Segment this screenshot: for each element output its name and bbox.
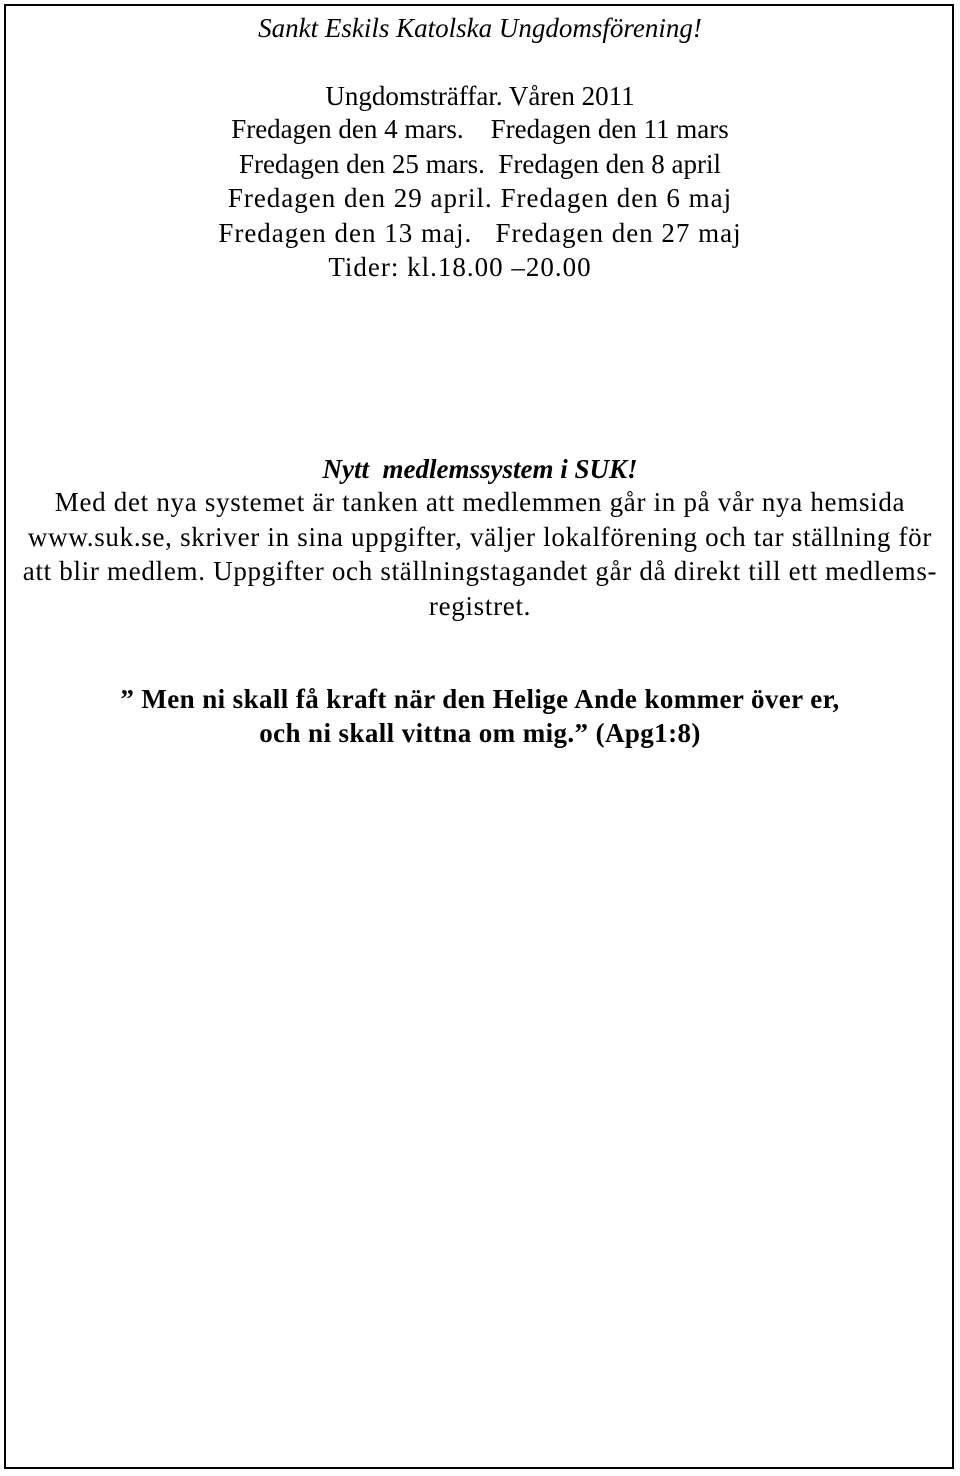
page-title: Sankt Eskils Katolska Ungdomsförening! — [258, 13, 702, 43]
schedule-row: Fredagen den 25 mars. Fredagen den 8 april — [238, 149, 722, 179]
schedule-row: Fredagen den 29 april. Fredagen den 6 maj — [227, 183, 733, 213]
news-paragraph-line: Med det nya systemet är tanken att medlemmen går in på vår nya hemsida — [54, 487, 906, 517]
schedule-row: Fredagen den 13 maj. Fredagen den 27 maj — [218, 218, 742, 248]
schedule-time: Tider: kl.18.00 –20.00 — [328, 252, 592, 282]
schedule-heading: Ungdomsträffar. Våren 2011 — [325, 81, 635, 111]
schedule-row: Fredagen den 4 mars. Fredagen den 11 mars — [231, 114, 729, 144]
news-paragraph-line: att blir medlem. Uppgifter och ställningstagandet går då direkt till ett medlems- — [22, 556, 938, 586]
news-paragraph-line: registret. — [428, 591, 532, 621]
bible-quote-line: ” Men ni skall få kraft när den Helige Ande kommer över er, — [120, 684, 840, 714]
news-paragraph-line: www.suk.se, skriver in sina uppgifter, väljer lokalförening och tar ställning för — [27, 522, 933, 552]
bible-quote-line: och ni skall vittna om mig.” (Apg1:8) — [259, 718, 701, 748]
news-heading: Nytt medlemssystem i SUK! — [322, 454, 638, 484]
